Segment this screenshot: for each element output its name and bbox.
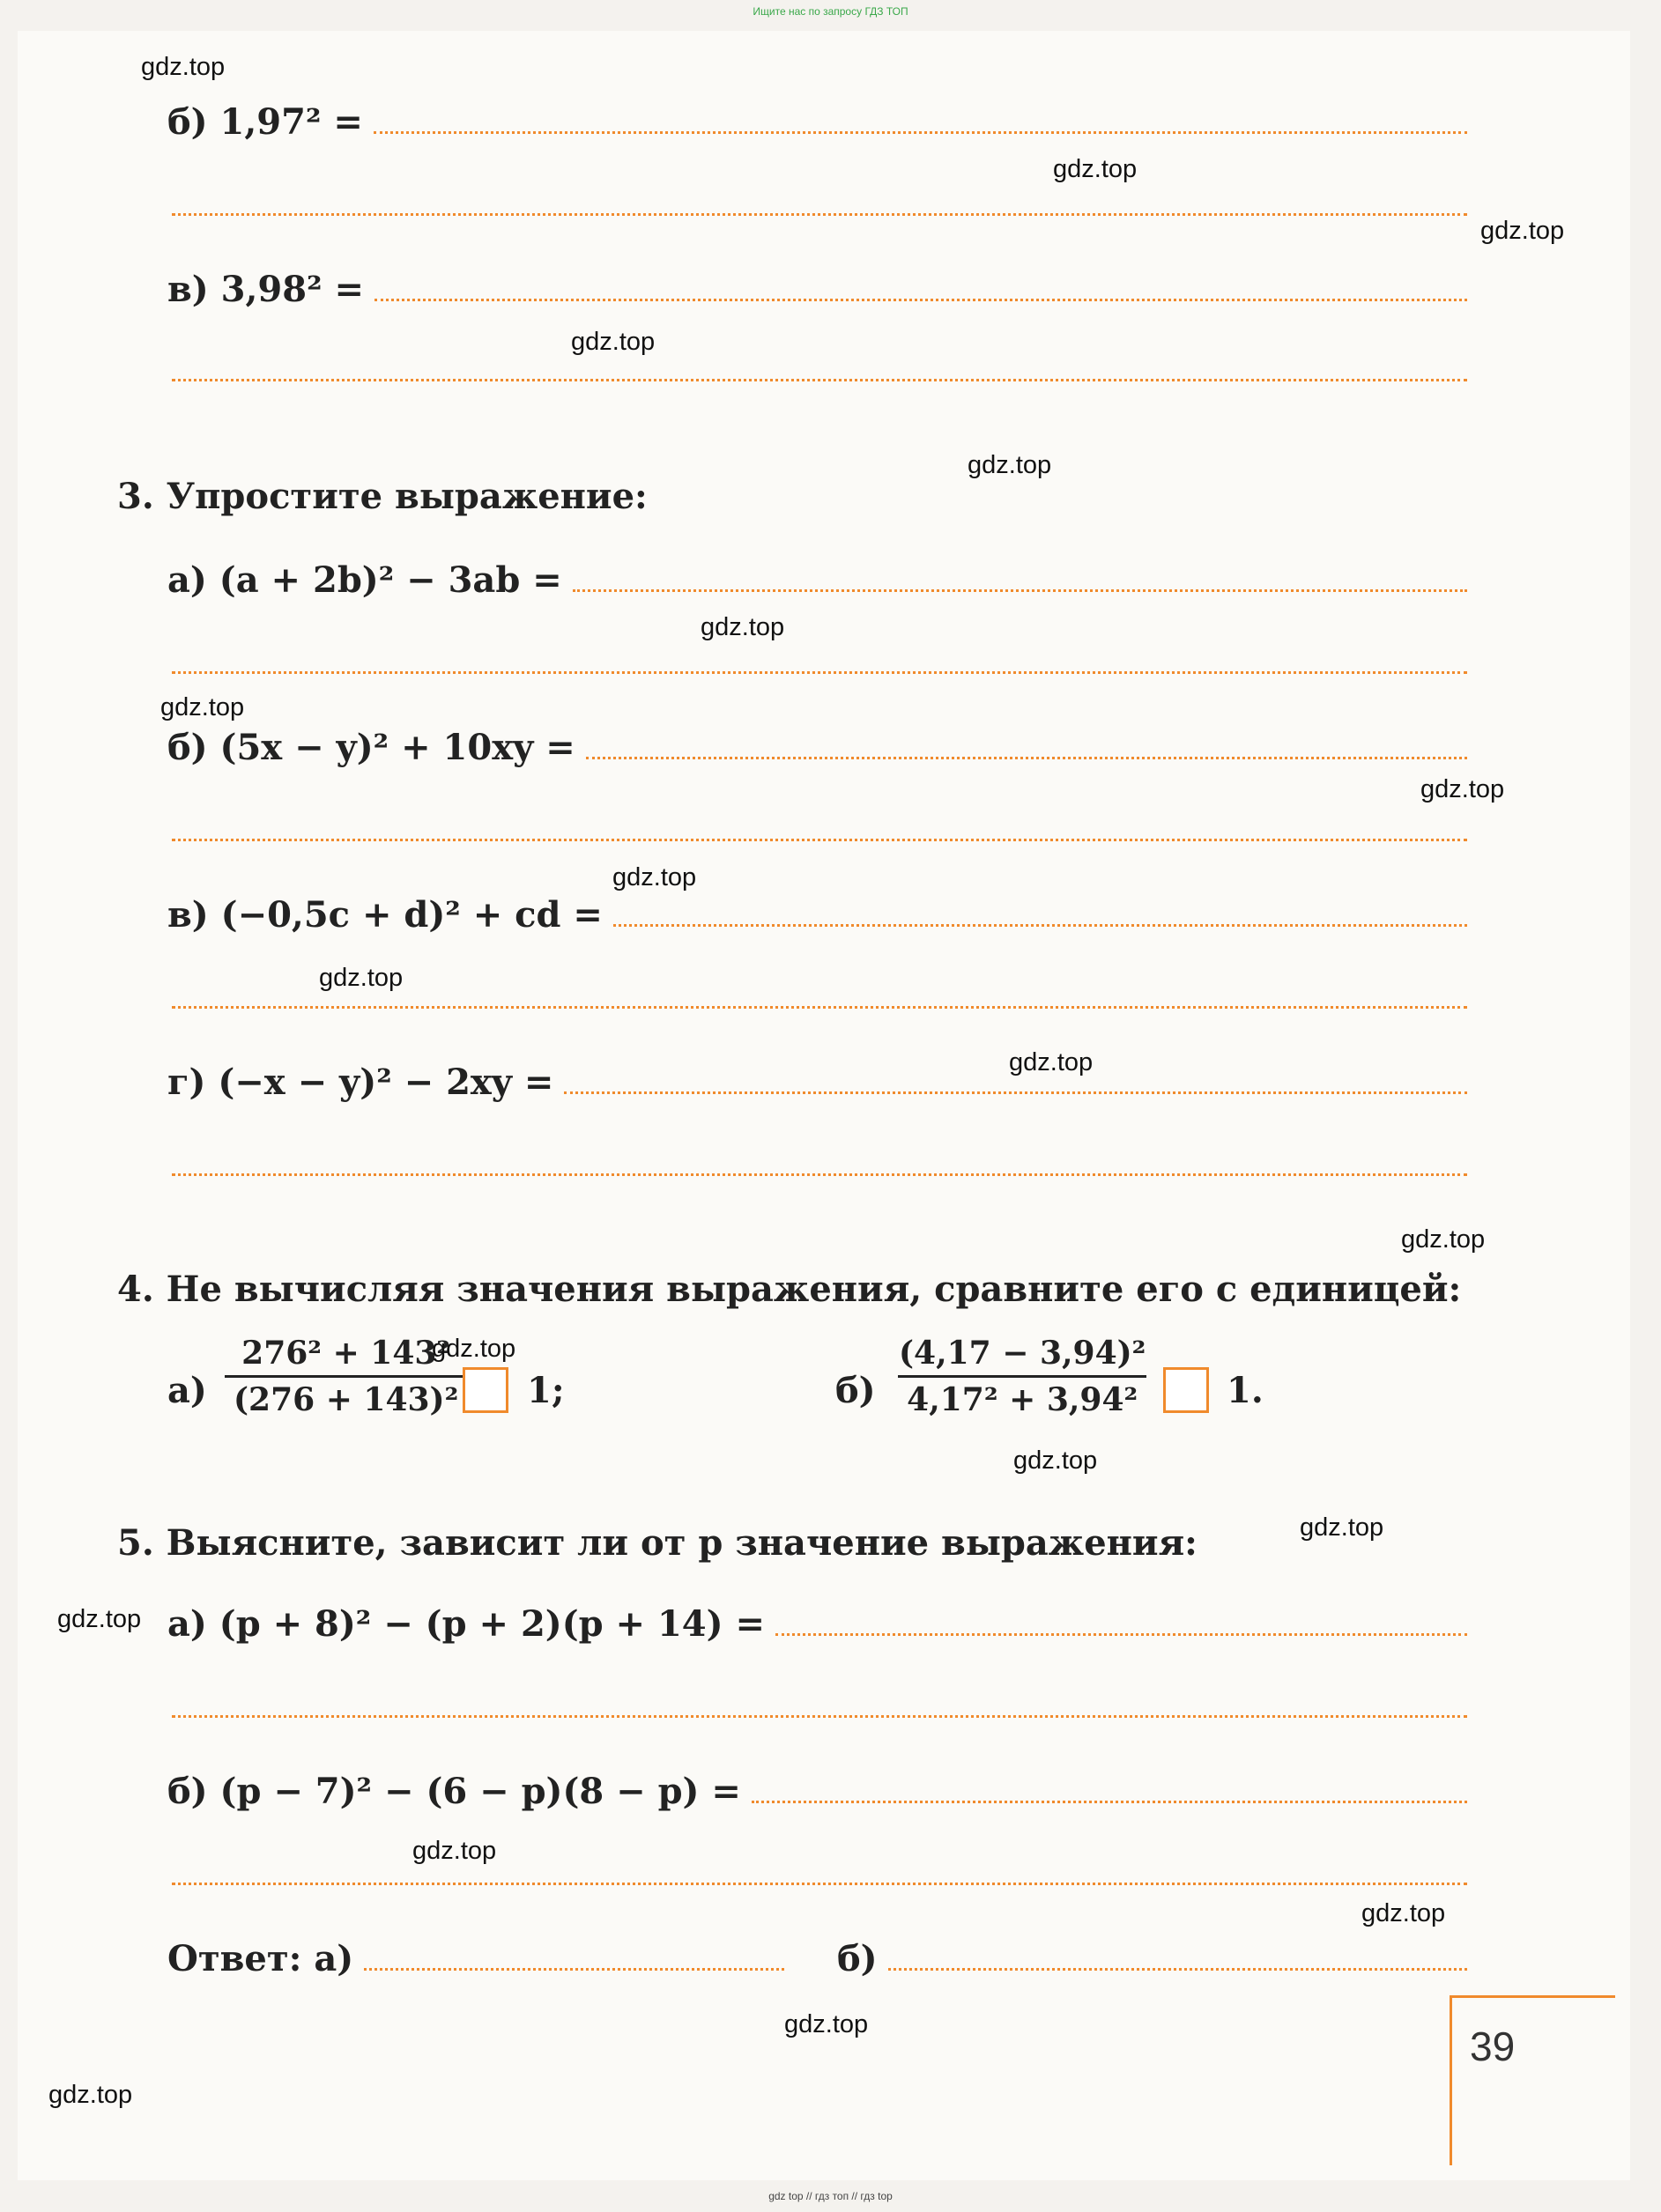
fraction-denominator: (276 + 143)² xyxy=(225,1375,467,1418)
task3-title: 3. Упростите выражение: xyxy=(117,476,648,517)
answer-dotline[interactable] xyxy=(172,377,1467,381)
answer-dotline[interactable] xyxy=(172,670,1467,674)
task2-v-label: в) 3,98² = xyxy=(167,269,365,310)
task5-b-label: б) (p − 7)² − (6 − p)(8 − p) = xyxy=(167,1771,741,1812)
task3-a-line xyxy=(167,559,1467,601)
task3-g-line xyxy=(167,1062,1467,1103)
answer-dotline[interactable] xyxy=(374,129,1467,134)
task3-a-label: а) (a + 2b)² − 3ab = xyxy=(167,559,562,601)
watermark: gdz.top xyxy=(432,1335,516,1363)
answer-dotline[interactable] xyxy=(374,297,1467,301)
watermark: gdz.top xyxy=(412,1837,497,1865)
task2-v-line xyxy=(167,269,1467,310)
answer-dotline[interactable] xyxy=(172,1172,1467,1176)
watermark: gdz.top xyxy=(1420,775,1505,803)
task2-b-label: б) 1,97² = xyxy=(167,101,363,143)
task2-b-line xyxy=(167,101,1467,143)
watermark: gdz.top xyxy=(612,863,697,891)
watermark: gdz.top xyxy=(48,2081,133,2109)
task5-a-line xyxy=(167,1603,1467,1645)
task4-a-label: а) xyxy=(167,1370,207,1411)
task3-b-label: б) (5x − y)² + 10xy = xyxy=(167,727,575,768)
task3-v-line xyxy=(167,894,1467,936)
answer-dotline[interactable] xyxy=(586,755,1467,759)
fraction-numerator: (4,17 − 3,94)² xyxy=(899,1335,1146,1372)
answer-b-line xyxy=(837,1938,1467,1979)
watermark: gdz.top xyxy=(1009,1048,1094,1076)
task3-g-label: г) (−x − y)² − 2xy = xyxy=(167,1062,554,1103)
watermark: gdz.top xyxy=(1053,155,1138,183)
fraction-numerator: 276² + 143² xyxy=(241,1335,451,1372)
answer-dotline[interactable] xyxy=(172,1004,1467,1009)
answer-dotline[interactable] xyxy=(752,1799,1467,1803)
answer-dotline[interactable] xyxy=(888,1966,1467,1971)
task4-title: 4. Не вычисляя значения выражения, сравните его с единицей: xyxy=(117,1269,1462,1310)
task4-a-after: 1; xyxy=(527,1370,565,1411)
answer-b-label: б) xyxy=(837,1938,878,1979)
workbook-page xyxy=(18,31,1630,2180)
watermark: gdz.top xyxy=(160,693,245,721)
answer-dotline[interactable] xyxy=(564,1090,1467,1094)
answer-label: Ответ: а) xyxy=(167,1938,354,1979)
watermark: gdz.top xyxy=(57,1605,142,1633)
comparison-box[interactable] xyxy=(1163,1367,1209,1413)
watermark: gdz.top xyxy=(784,2010,869,2038)
task5-title: 5. Выясните, зависит ли от p значение выражения: xyxy=(117,1522,1198,1564)
watermark: gdz.top xyxy=(968,451,1052,479)
watermark: gdz.top xyxy=(1401,1225,1486,1254)
answer-dotline[interactable] xyxy=(613,922,1467,927)
answer-dotline[interactable] xyxy=(364,1966,784,1971)
watermark: gdz.top xyxy=(1300,1513,1384,1542)
answer-a-line xyxy=(167,1938,784,1979)
watermark: gdz.top xyxy=(571,328,656,356)
page-number: 39 xyxy=(1470,2023,1516,2069)
watermark: gdz.top xyxy=(1361,1899,1446,1927)
answer-dotline[interactable] xyxy=(172,1713,1467,1718)
top-note: Ищите нас по запросу ГДЗ ТОП xyxy=(753,5,908,18)
answer-dotline[interactable] xyxy=(172,837,1467,841)
task4-b-label: б) xyxy=(835,1370,876,1411)
footer-note: gdz top // гдз топ // гдз top xyxy=(768,2190,893,2202)
answer-dotline[interactable] xyxy=(573,588,1467,592)
task3-v-label: в) (−0,5c + d)² + cd = xyxy=(167,894,603,936)
watermark: gdz.top xyxy=(141,53,226,81)
task4-b-after: 1. xyxy=(1227,1370,1264,1411)
watermark: gdz.top xyxy=(1013,1446,1098,1475)
watermark: gdz.top xyxy=(1480,217,1565,245)
task3-b-line xyxy=(167,727,1467,768)
answer-dotline[interactable] xyxy=(172,211,1467,216)
answer-dotline[interactable] xyxy=(172,1881,1467,1885)
task5-b-line xyxy=(167,1771,1467,1812)
answer-dotline[interactable] xyxy=(775,1631,1467,1636)
watermark: gdz.top xyxy=(319,964,404,992)
fraction-denominator: 4,17² + 3,94² xyxy=(898,1375,1146,1418)
page-number-box xyxy=(1450,1995,1615,2165)
task5-a-label: а) (p + 8)² − (p + 2)(p + 14) = xyxy=(167,1603,765,1645)
task4-b-fraction xyxy=(890,1335,1154,1418)
comparison-box[interactable] xyxy=(463,1367,508,1413)
watermark: gdz.top xyxy=(701,613,785,641)
